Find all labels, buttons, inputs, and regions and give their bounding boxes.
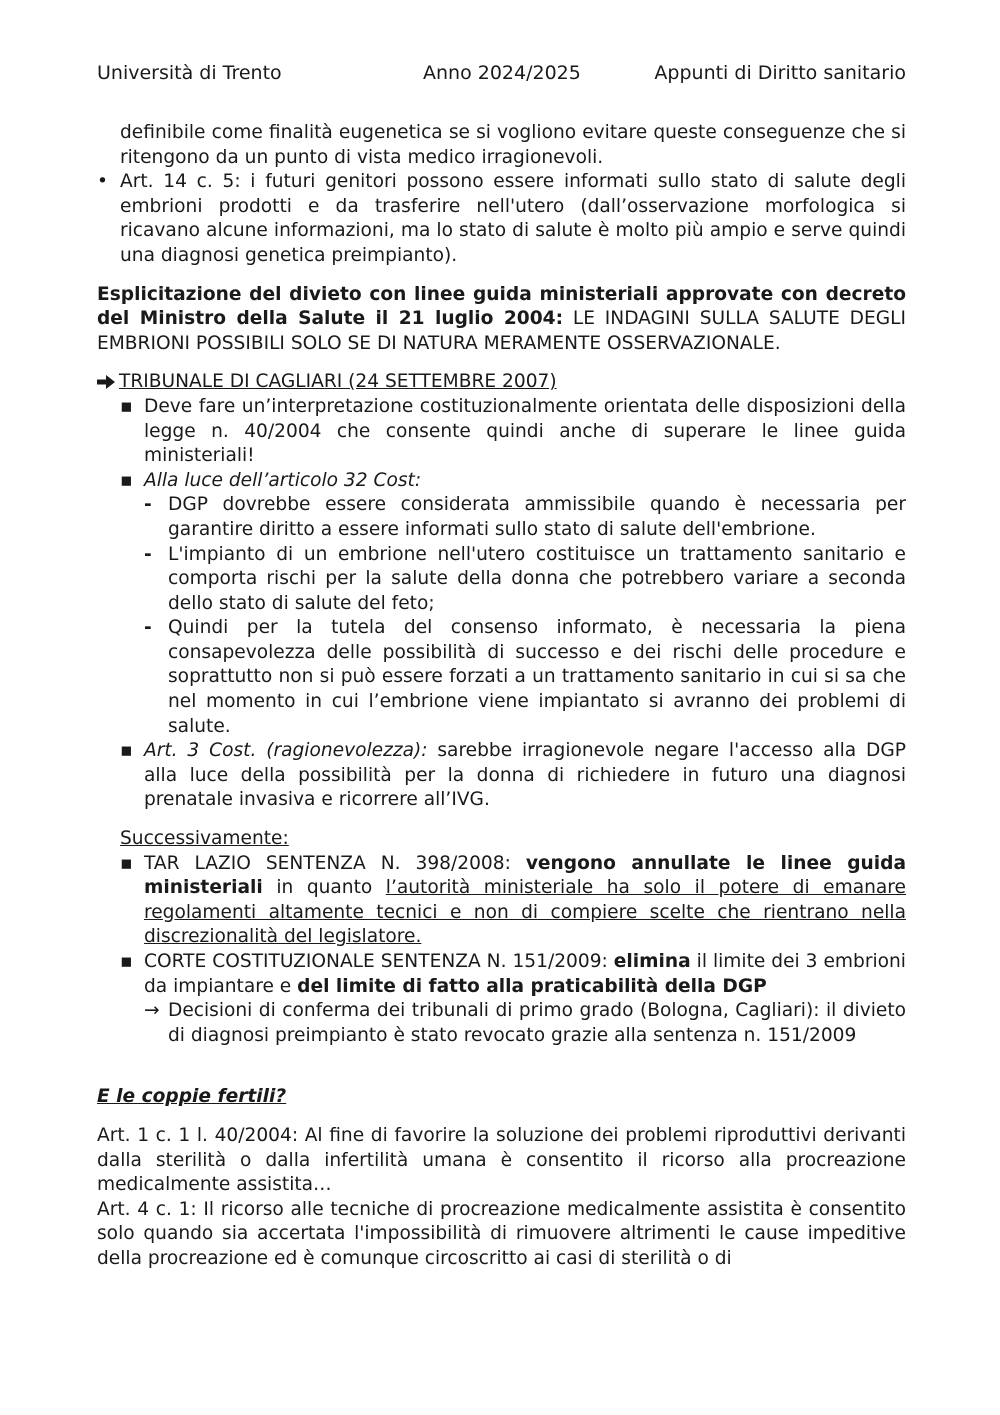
right-arrow-icon: → [144,1000,160,1022]
fertili-heading: E le coppie fertili? [97,1086,287,1108]
cagliari-item3-text [144,739,906,813]
corte-prefix: CORTE COSTITUZIONALE SENTENZA N. 151/2009: [144,951,614,972]
list-item-art14 [97,170,906,268]
list-item-corte-costituzionale [97,950,906,999]
tar-prefix: TAR LAZIO SENTENZA N. 398/2008: [144,852,526,874]
tar-lazio-text [144,852,906,950]
list-item-cagliari-1 [97,395,906,469]
list-item-cagliari-2 [97,469,906,494]
dash-bullet: - [144,617,152,639]
sublist-item-3 [97,616,906,739]
sub2-text: L'impianto di un embrione nell'utero costituisce un trattamento sanitario e comporta rischi per la salute della donna che potrebbero variare a seconda dello stato di salute del feto; [168,543,906,614]
successivamente-heading-text: Successivamente: [120,828,289,850]
bullet-dot: • [97,171,108,193]
paragraph-guidelines [97,283,906,357]
cagliari-item1-text: Deve fare un’interpretazione costituzionalmente orientata delle disposizioni della legge n. 40/2004 che consente quindi anche di superare le linee guida ministeriali! [144,395,906,467]
square-bullet: ▪ [120,395,133,417]
square-bullet: ▪ [120,951,133,972]
dash-bullet: - [144,494,152,516]
cagliari-item2-text: Alla luce dell’articolo 32 Cost: [144,469,422,491]
bold-right-arrow-icon [97,370,119,395]
art14-text: Art. 14 c. 5: i futuri genitori possono essere informati sullo stato di salute degli embrioni prodotti e da trasferire nell'utero (dall’osservazione morfologica si ricavano alcune informazioni, ma lo stato di salute è molto più ampio e serve quindi una diagnosi genetica preimpianto). [120,171,906,266]
tar-underline: l’autorità ministeriale ha solo il potere di emanare regolamenti altamente tecnici e non di compiere scelte che rientrano nella discrezionalità del legislatore. [144,877,906,948]
header-university: Università di Trento [97,62,282,84]
art3-italic: Art. 3 Cost. (ragionevolezza): [144,740,428,762]
square-bullet: ▪ [120,469,133,491]
cagliari-heading: TRIBUNALE DI CAGLIARI (24 SETTEMBRE 2007) [119,371,557,393]
art3-rest: sarebbe irragionevole negare l'accesso alla DGP alla luce della possibilità per la donna di richiedere in futuro una diagnosi prenatale invasiva e ricorrere all’IVG. [144,740,906,811]
decisions-text: Decisioni di conferma dei tribunali di primo grado (Bologna, Cagliari): il divieto di diagnosi preimpianto è stato revocato grazie alla sentenza n. 151/2009 [168,1000,906,1046]
corte-bold-limite: del limite di fatto alla praticabilità della DGP [297,975,767,997]
header-year: Anno 2024/2025 [423,62,581,84]
cagliari-heading-line [97,370,906,395]
paragraph-art4: Art. 4 c. 1: Il ricorso alle tecniche di procreazione medicalmente assistita è consentito solo quando sia accertata l'impossibilità di rimuovere altrimenti le cause impeditive della procreazione ed è comunque circoscritto ai casi di sterilità o di [97,1198,906,1269]
dash-bullet: - [144,543,152,565]
square-bullet: ▪ [120,852,133,874]
paragraph-continuation: definibile come finalità eugenetica se si vogliono evitare queste conseguenze che si ritengono da un punto di vista medico irragionevoli. [120,122,906,168]
sublist-item-1 [97,493,906,542]
header-course: Appunti di Diritto sanitario [654,62,906,84]
sublist-item-2 [97,543,906,617]
sub1-text: DGP dovrebbe essere considerata ammissibile quando è necessaria per garantire diritto a essere informati sullo stato di salute dell'embrione. [168,494,906,540]
guidelines-caps: LE INDAGINI SULLA SALUTE DEGLI EMBRIONI POSSIBILI SOLO SE DI NATURA MERAMENTE OSSERVAZIONALE. [97,308,906,354]
paragraph-art1: Art. 1 c. 1 l. 40/2004: Al fine di favorire la soluzione dei problemi riproduttivi derivanti dalla sterilità o dalla infertilità umana è consentito il ricorso alla procreazione medicalmente assistita… [97,1124,906,1196]
list-item-tar-lazio [97,852,906,950]
fertili-heading-line [97,1085,906,1110]
sub3-text: Quindi per la tutela del consenso informato, è necessaria la piena consapevolezza delle possibilità di successo e dei rischi delle procedure e soprattutto non si può essere forzati a un trattamento sanitario in cui si sa che nel momento in cui l’embrione viene impiantato si avranno dei problemi di salute. [168,617,906,737]
corte-bold-elimina: elimina [613,951,691,972]
corte-text [144,950,906,999]
sublist-item-decisions [97,999,906,1048]
document-body [97,121,906,1272]
guidelines-bold: Esplicitazione del divieto con linee guida ministeriali approvate con decreto del Ministro della Salute il 21 luglio 2004: [97,283,906,330]
corte-mid: il limite dei 3 embrioni da impiantare e [144,951,906,997]
successivamente-heading [97,827,906,852]
list-item-cagliari-3 [97,739,906,813]
tar-bold: vengono annullate le linee guida ministeriali [144,852,906,899]
square-bullet: ▪ [120,740,133,762]
tar-mid: in quanto [262,877,386,899]
